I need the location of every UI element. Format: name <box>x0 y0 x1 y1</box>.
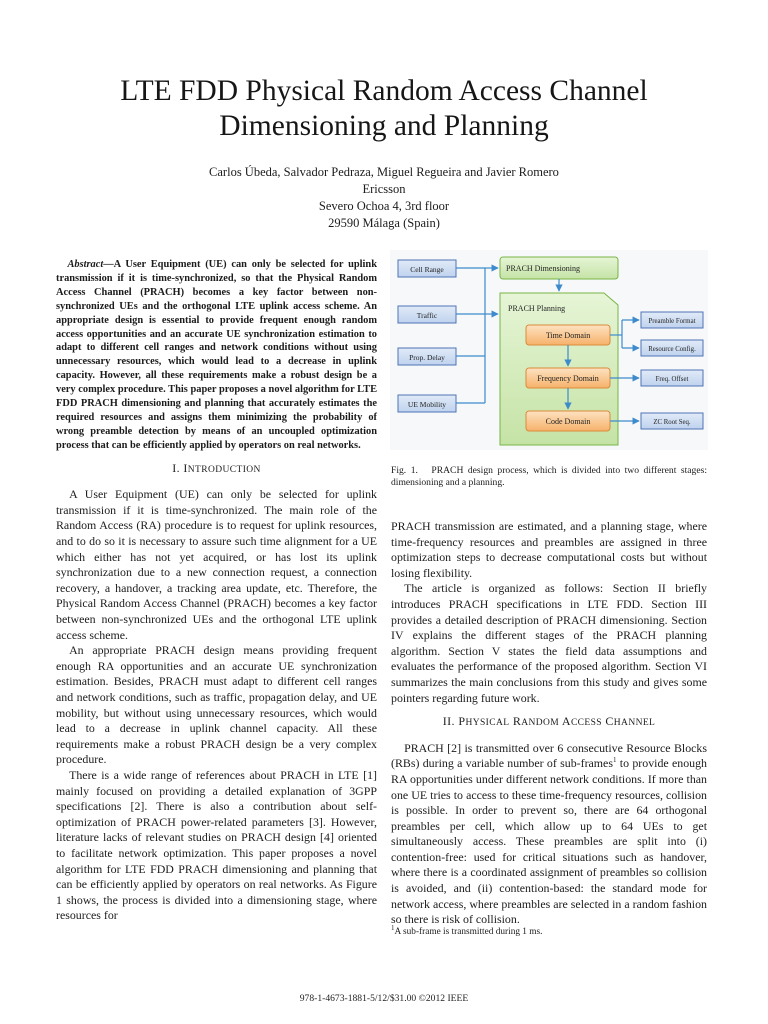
address-line-2: 29590 Málaga (Spain) <box>328 216 440 230</box>
section-1-numeral: I. <box>172 460 180 475</box>
footnote-text: A sub-frame is transmitted during 1 ms. <box>394 927 543 937</box>
output-freq-offset-label: Freq. Offset <box>655 376 689 383</box>
section-2-para-part-1: PRACH [2] is transmitted over 6 consecutive Resource Blocks (RBs) during a variable number of sub-frames <box>391 740 707 771</box>
section-2-word-4-rest: HANNEL <box>613 718 656 729</box>
abstract-text: —A User Equipment (UE) can only be selected for uplink transmission if it is time-synchronized, so that the Physical Random Access Channel (PRACH) becomes a key factor between non-synchronized UEs and the orthogonal LTE uplink access scheme. An appropriate design is essential to provide frequent enough random access opportunities and an accurate UE synchronization estimation to adapt to different cell ranges and network conditions without using unnecessary resources, which would lead to a decrease in uplink capacity. However, all these requirements make a robust design be a very complex procedure. This paper proposes a novel algorithm for LTE FDD PRACH dimensioning and planning that accurately estimates the required resources and assigns them minimizing the probability of wrong preamble detection by means of an uncoupled optimization process that can be efficiently applied by operators on real networks. <box>56 259 377 451</box>
paper-title: LTE FDD Physical Random Access Channel Dimensioning and Planning <box>120 75 648 142</box>
frequency-domain-label: Frequency Domain <box>537 374 599 383</box>
section-2-word-3-initial: A <box>561 714 571 729</box>
section-1-initial: I <box>183 460 188 475</box>
figure-1-caption-label: Fig. 1. <box>391 465 418 476</box>
input-prop-delay-label: Prop. Delay <box>409 353 445 362</box>
output-resource-config <box>641 340 703 356</box>
section-2-para-part-2: to provide enough RA opportunities under different network conditions. If more than one UE tries to access to these time-frequency resources, collision is possible. In order to prevent so, there are 64 orthogonal preambles per cell, which allow up to 64 UEs to get simultaneously access. These preambles are split into (i) contention-free: used for critical situations such as handover, where there is a coordinated assignment of preambles so collision is avoided, and (ii) contention-based: the standard mode for network access, where preambles are selected in a random fashion so there is risk of collision. <box>391 756 707 927</box>
section-2-paragraph-1 <box>391 741 707 928</box>
section-1-name: NTRODUCTION <box>187 464 261 475</box>
input-traffic <box>398 306 456 323</box>
input-ue-mobility-label: UE Mobility <box>407 400 447 409</box>
section-2-word-1-initial: P <box>458 714 466 729</box>
footnote <box>391 923 707 938</box>
section-1-heading <box>56 461 377 479</box>
section-2-word-2-initial: R <box>512 714 522 729</box>
right-paragraph-2: The article is organized as follows: Section II briefly introduces PRACH specifications in LTE FDD. Section III provides a detailed description of PRACH dimensioning. Section IV explains the different stages of the PRACH planning algorithm. Section V states the field data assumptions and evaluates the performance of the proposed algorithm. Section VI summarizes the main conclusions from this study and gives some pointers regarding future work. <box>391 581 707 705</box>
output-zc-root-seq-label: ZC Root Seq. <box>653 419 691 426</box>
page-footer: 978-1-4673-1881-5/12/$31.00 ©2012 IEEE <box>299 993 469 1004</box>
section-2-word-4-initial: C <box>605 714 614 729</box>
affiliation: Ericsson <box>362 182 406 196</box>
input-prop-delay <box>398 348 456 365</box>
section-1-paragraph-2: An appropriate PRACH design means providing frequent enough RA opportunities and an accurate UE synchronization estimation. Besides, PRACH must adapt to different cell ranges and network conditions, such as traffic, propagation delay, and UE mobility, but without using unnecessary resources, which would lead to a decrease in uplink channel capacity. All these requirements make a robust PRACH design be a very complex procedure. <box>56 643 377 767</box>
prach-dimensioning-box <box>500 257 618 279</box>
frequency-domain-box <box>526 368 610 388</box>
code-domain-label: Code Domain <box>545 417 591 426</box>
abstract-label: Abstract <box>67 259 104 270</box>
footnote-mark: 1 <box>391 923 395 932</box>
right-paragraph-1: PRACH transmission are estimated, and a planning stage, where time-frequency resources and preambles are assigned in three optimization steps to decrease computational costs but without losing flexibility. <box>391 519 707 580</box>
left-column <box>56 258 377 924</box>
section-2-heading <box>391 714 707 732</box>
output-preamble-format <box>641 312 703 328</box>
right-column <box>391 519 707 928</box>
prach-planning-label: PRACH Planning <box>508 304 566 313</box>
section-2-word-2-rest: ANDOM <box>521 718 560 729</box>
input-traffic-label: Traffic <box>416 311 438 320</box>
input-cell-range-label: Cell Range <box>410 265 444 274</box>
figure-1-caption-text: PRACH design process, which is divided into two different stages: dimensioning and a planning. <box>391 465 707 488</box>
author-block <box>40 164 728 232</box>
output-resource-config-label: Resource Config. <box>648 346 696 353</box>
figure-1-diagram <box>390 250 708 450</box>
footnote-reference: 1 <box>612 756 617 765</box>
section-2-word-3-rest: CCESS <box>570 718 602 729</box>
output-freq-offset <box>641 370 703 386</box>
input-ue-mobility <box>398 395 456 412</box>
prach-dimensioning-label: PRACH Dimensioning <box>506 264 581 273</box>
output-preamble-format-label: Preamble Format <box>648 318 696 325</box>
section-2-numeral: II. <box>442 714 455 729</box>
author-names: Carlos Úbeda, Salvador Pedraza, Miguel Regueira and Javier Romero <box>209 165 559 179</box>
code-domain-box <box>526 411 610 431</box>
prach-flow-diagram <box>390 250 708 450</box>
abstract <box>56 258 377 453</box>
figure-1-caption <box>391 465 707 489</box>
section-1-paragraph-1: A User Equipment (UE) can only be selected for uplink transmission if it is time-synchronized. The main role of the Random Access (RA) procedure is to request for uplink resources, and to do so it is necessary to assure such time alignment for a UE which either has not yet acquired, or has lost its uplink synchronization due to a new connection request, a connection recovery, a handover, a tracking area update, etc. Therefore, the Physical Random Access Channel (PRACH) becomes a key factor between non-synchronized UEs and the orthogonal LTE uplink access scheme. <box>56 487 377 642</box>
address-line-1: Severo Ochoa 4, 3rd floor <box>318 199 450 213</box>
section-1-paragraph-3: There is a wide range of references about PRACH in LTE [1] mainly focused on providing a detailed explanation of 3GPP specifications [2]. There is also a contribution about self-optimization of PRACH power-related parameters [3]. However, literature lacks of relevant studies on PRACH design [4] oriented to facilitate network optimization. This paper proposes a novel algorithm for LTE FDD PRACH dimensioning and planning that can be efficiently applied by operators on real networks. As Figure 1 shows, the process is divided into a dimensioning stage, where resources for <box>56 767 377 923</box>
input-cell-range <box>398 260 456 277</box>
output-zc-root-seq <box>641 413 703 429</box>
time-domain-box <box>526 325 610 345</box>
section-2-word-1-rest: HYSICAL <box>465 718 510 729</box>
time-domain-label: Time Domain <box>545 331 591 340</box>
